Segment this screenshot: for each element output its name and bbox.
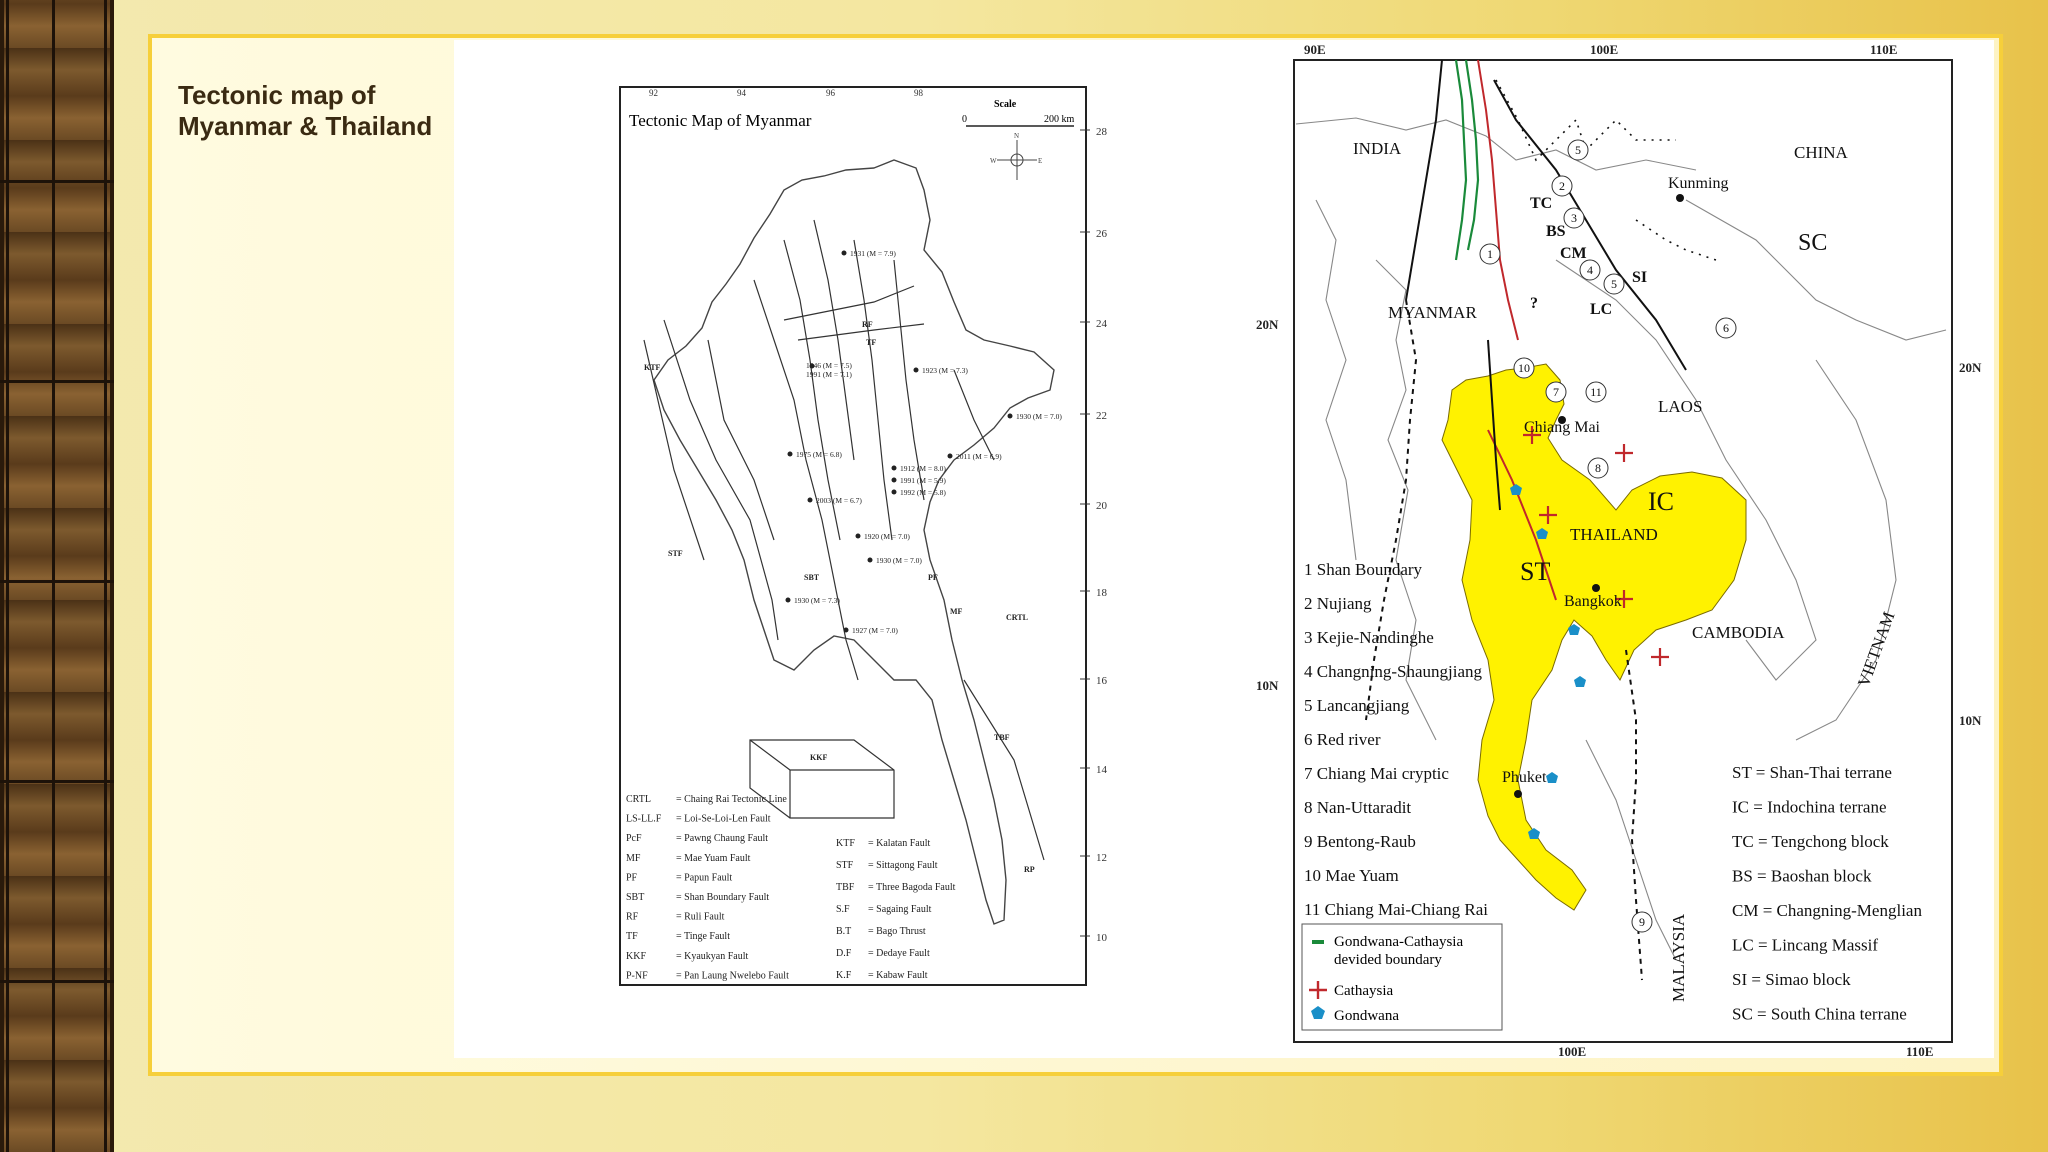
city-label: Kunming <box>1668 175 1729 192</box>
slide-title <box>178 80 448 142</box>
lat-tick: 20 <box>1096 500 1107 512</box>
terrane-label: BS <box>1546 223 1566 240</box>
lat-tick: 16 <box>1096 675 1107 687</box>
lat-tick: 22 <box>1096 410 1107 422</box>
boundary-list-item: 2 Nujiang <box>1304 594 1372 613</box>
boundary-number: 6 <box>1723 321 1729 335</box>
boundary-number: 3 <box>1571 211 1577 225</box>
abbreviation-list <box>1732 763 1922 1024</box>
abbreviation-item: ST = Shan-Thai terrane <box>1732 763 1892 782</box>
earthquake-label: 1975 (M = 6.8) <box>796 450 842 459</box>
terrane-label: LC <box>1590 301 1613 318</box>
terrane-label: SI <box>1632 269 1648 286</box>
myanmar-legend-left <box>626 794 789 981</box>
abbreviation-item: SI = Simao block <box>1732 970 1851 989</box>
legend-desc: = Loi-Se-Loi-Len Fault <box>676 813 771 825</box>
legend-abbr: PF <box>626 872 638 884</box>
terrane-label: SC <box>1798 230 1828 256</box>
svg-text:N: N <box>1014 132 1020 140</box>
myanmar-map-figure <box>454 40 1256 1058</box>
fault-label: MF <box>950 607 963 616</box>
lon-top: 110E <box>1870 42 1898 57</box>
legend-desc: = Bago Thrust <box>868 926 926 937</box>
compass-icon <box>990 132 1042 180</box>
legend-desc: = Pan Laung Nwelebo Fault <box>676 970 789 982</box>
boundary-number: 5 <box>1575 143 1581 157</box>
scale-label: Scale <box>994 99 1017 110</box>
boundary-number: 2 <box>1559 179 1565 193</box>
fault-label: SBT <box>804 573 820 582</box>
earthquake-label: 1931 (M = 7.9) <box>850 249 896 258</box>
boundary-number: 10 <box>1518 361 1530 375</box>
boundary-list-item: 11 Chiang Mai-Chiang Rai <box>1304 900 1488 919</box>
earthquake-label: 1927 (M = 7.0) <box>852 626 898 635</box>
legend-desc: = Dedaye Fault <box>868 948 930 959</box>
fault-label: TF <box>866 338 877 347</box>
legend-desc: = Kalatan Fault <box>868 838 931 849</box>
decorative-wood-strip <box>0 0 114 1152</box>
fault-label: PF <box>928 573 938 582</box>
legend-desc: = Papun Fault <box>676 872 733 884</box>
legend-desc: = Kyaukyan Fault <box>676 950 749 962</box>
earthquake-label: 1946 (M = 7.5) <box>806 361 852 370</box>
boundary-number: 7 <box>1553 385 1559 399</box>
boundary-list-item: 7 Chiang Mai cryptic <box>1304 764 1449 783</box>
abbreviation-item: LC = Lincang Massif <box>1732 935 1879 955</box>
lat-left: 10N <box>1256 678 1279 693</box>
legend-label: Gondwana <box>1334 1008 1399 1024</box>
legend-abbr: LS-LL.F <box>626 813 662 825</box>
legend-label: Gondwana-Cathaysia <box>1334 934 1464 950</box>
legend-desc: = Kabaw Fault <box>868 970 928 981</box>
fault-lines <box>644 220 1044 860</box>
lon-tick: 96 <box>826 88 835 98</box>
title-line-2: Myanmar & Thailand <box>178 111 433 141</box>
legend-abbr: RF <box>626 911 639 923</box>
lon-tick: 92 <box>649 88 658 98</box>
fault-label: RF <box>862 320 873 329</box>
boundary-list-item: 5 Lancangjiang <box>1304 696 1410 715</box>
lat-tick: 12 <box>1096 852 1107 864</box>
earthquake-label: 1920 (M = 7.0) <box>864 532 910 541</box>
boundary-list-item: 10 Mae Yuam <box>1304 866 1399 885</box>
boundary-number: 1 <box>1487 247 1493 261</box>
title-line-1: Tectonic map of <box>178 80 376 110</box>
myanmar-outline <box>654 160 1054 924</box>
abbreviation-item: BS = Baoshan block <box>1732 866 1872 886</box>
lat-tick: 24 <box>1096 318 1107 330</box>
legend-desc: = Pawng Chaung Fault <box>676 833 769 845</box>
terrane-label: TC <box>1530 195 1553 212</box>
earthquake-label: 1930 (M = 7.0) <box>1016 412 1062 421</box>
legend-desc: = Three Bagoda Fault <box>868 882 956 893</box>
earthquake-label: 1930 (M = 7.3) <box>794 596 840 605</box>
earthquake-label: 1991 (M = 5.9) <box>900 476 946 485</box>
legend-abbr: K.F <box>836 970 852 981</box>
lat-right: 20N <box>1959 360 1982 375</box>
lat-tick: 26 <box>1096 228 1107 240</box>
lat-ticks <box>1096 126 1108 944</box>
boundary-list-item: 4 Changning-Shaungjiang <box>1304 662 1483 681</box>
earthquake-label: 1923 (M = 7.3) <box>922 366 968 375</box>
abbreviation-item: CM = Changning-Menglian <box>1732 901 1922 920</box>
myanmar-map-panel <box>454 40 1256 1058</box>
boundary-list-item: 6 Red river <box>1304 730 1381 749</box>
terrane-label: ST <box>1520 557 1551 586</box>
terrane-label: IC <box>1648 487 1674 516</box>
svg-text:E: E <box>1038 157 1043 165</box>
boundary-number: 11 <box>1590 385 1602 399</box>
earthquake-label: 1930 (M = 7.0) <box>876 556 922 565</box>
scale-end: 200 km <box>1044 114 1075 125</box>
boundary-list <box>1304 560 1488 919</box>
boundary-number: 8 <box>1595 461 1601 475</box>
legend-label: devided boundary <box>1334 952 1442 968</box>
earthquake-labels <box>786 249 1063 635</box>
fault-label: RP <box>1024 865 1035 874</box>
myanmar-legend-right <box>836 838 956 981</box>
dotted-boundaries <box>1496 80 1716 260</box>
boundary-list-item: 8 Nan-Uttaradit <box>1304 798 1412 817</box>
legend-abbr: CRTL <box>626 794 651 805</box>
earthquake-label: 1912 (M = 8.0) <box>900 464 946 473</box>
legend-abbr: D.F <box>836 948 852 959</box>
legend-abbr: TBF <box>836 882 855 893</box>
fault-label: STF <box>668 549 683 558</box>
lat-left: 20N <box>1256 317 1279 332</box>
lon-tick: 98 <box>914 88 923 98</box>
country-label: VIETNAM <box>1853 609 1899 690</box>
earthquake-label: 2011 (M = 6.9) <box>956 452 1002 461</box>
legend-desc: = Tinge Fault <box>676 931 730 943</box>
earthquake-label: 2003 (M = 6.7) <box>816 496 862 505</box>
scale-bar <box>962 99 1075 126</box>
thailand-map-figure <box>1256 40 1994 1058</box>
thailand-legend <box>1302 924 1502 1030</box>
legend-abbr: STF <box>836 860 854 871</box>
earthquake-label: 1991 (M = 7.1) <box>806 370 852 379</box>
unknown-mark: ? <box>1530 295 1538 312</box>
city-label: Chiang Mai <box>1524 419 1600 436</box>
country-label: MYANMAR <box>1388 303 1477 322</box>
lon-top: 100E <box>1590 42 1619 57</box>
gondwana-cathaysia-boundary <box>1456 60 1478 260</box>
scale-start: 0 <box>962 114 967 125</box>
thailand-map-panel <box>1256 40 1994 1058</box>
legend-desc: = Mae Yuam Fault <box>676 852 751 864</box>
country-label: LAOS <box>1658 397 1703 416</box>
svg-text:W: W <box>990 157 997 165</box>
boundary-list-item: 3 Kejie-Nandinghe <box>1304 628 1434 647</box>
city-label: Phuket <box>1502 769 1547 786</box>
country-label: THAILAND <box>1570 525 1658 544</box>
lon-top: 90E <box>1304 42 1326 57</box>
country-label: INDIA <box>1353 139 1402 158</box>
country-label: CHINA <box>1794 143 1848 162</box>
abbreviation-item: SC = South China terrane <box>1732 1004 1907 1024</box>
legend-abbr: P-NF <box>626 970 648 982</box>
lon-bottom: 110E <box>1906 1044 1934 1058</box>
lon-tick: 94 <box>737 88 746 98</box>
fault-label: KKF <box>810 753 828 762</box>
abbreviation-item: IC = Indochina terrane <box>1732 797 1887 817</box>
legend-desc: = Sittagong Fault <box>868 860 938 871</box>
inset-block <box>750 740 894 818</box>
legend-desc: = Shan Boundary Fault <box>676 892 770 903</box>
legend-abbr: MF <box>626 852 641 864</box>
legend-abbr: SBT <box>626 892 645 903</box>
legend-abbr: B.T <box>836 926 852 937</box>
boundary-number: 4 <box>1587 263 1593 277</box>
legend-desc: = Chaing Rai Tectonic Line <box>676 794 787 805</box>
boundary-list-item: 9 Bentong-Raub <box>1304 832 1416 851</box>
legend-desc: = Sagaing Fault <box>868 904 932 915</box>
lat-right: 10N <box>1959 713 1982 728</box>
lat-tick: 18 <box>1096 587 1107 599</box>
earthquake-label: 1992 (M = 5.8) <box>900 488 946 497</box>
terrane-label: CM <box>1560 245 1587 262</box>
boundary-list-item: 1 Shan Boundary <box>1304 560 1423 579</box>
legend-abbr: KTF <box>836 838 855 849</box>
lat-tick: 28 <box>1096 126 1107 138</box>
lon-bottom: 100E <box>1558 1044 1587 1058</box>
legend-desc: = Ruli Fault <box>676 911 725 923</box>
legend-abbr: PcF <box>626 833 642 845</box>
country-label: MALAYSIA <box>1669 913 1688 1002</box>
fault-label: TBF <box>994 733 1010 742</box>
city-label: Bangkok <box>1564 593 1622 610</box>
map-border <box>620 87 1086 985</box>
lat-tick: 10 <box>1096 932 1107 944</box>
legend-abbr: KKF <box>626 950 647 962</box>
abbreviation-item: TC = Tengchong block <box>1732 832 1889 851</box>
legend-label: Cathaysia <box>1334 983 1394 999</box>
fault-label: CRTL <box>1006 613 1028 622</box>
country-label: CAMBODIA <box>1692 623 1785 642</box>
lat-tick: 14 <box>1096 764 1107 776</box>
legend-abbr: TF <box>626 931 638 943</box>
legend-abbr: S.F <box>836 904 850 915</box>
boundary-number: 5 <box>1611 277 1617 291</box>
boundary-number: 9 <box>1639 915 1645 929</box>
lon-ticks <box>649 88 924 98</box>
myanmar-map-title: Tectonic Map of Myanmar <box>629 111 812 130</box>
fault-label: KTF <box>644 363 661 372</box>
